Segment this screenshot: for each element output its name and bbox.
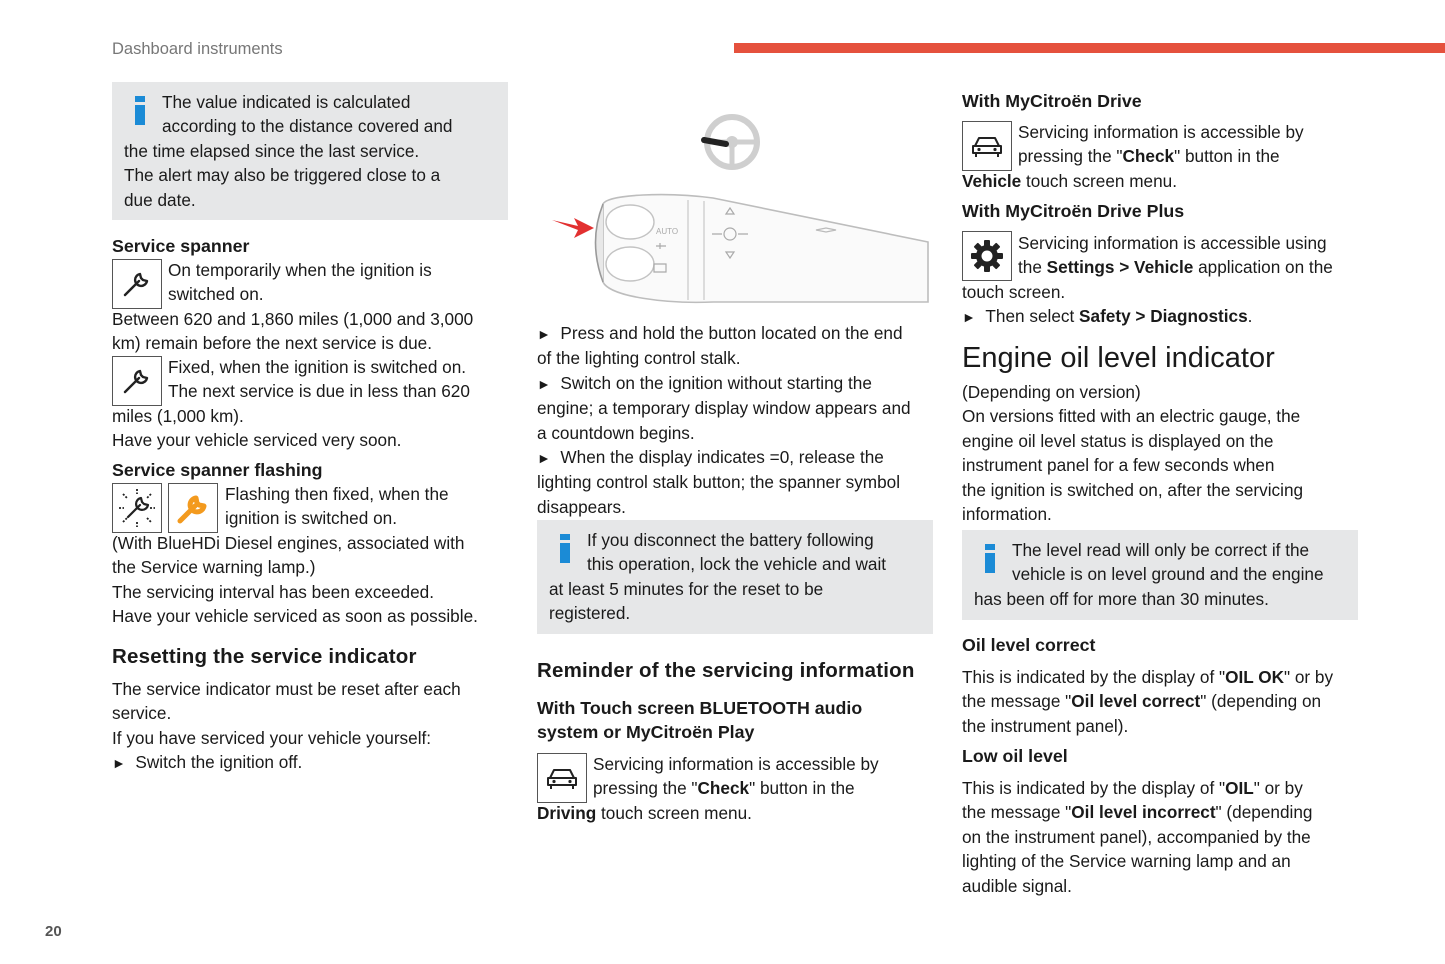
arrow-bullet-icon: ► xyxy=(962,309,976,326)
info-line: vehicle is on level ground and the engine xyxy=(1012,564,1324,585)
info-line: according to the distance covered and xyxy=(162,116,453,137)
heading-low-oil: Low oil level xyxy=(962,746,1068,766)
heading-mycitroen-drive-plus: With MyCitroën Drive Plus xyxy=(962,201,1185,221)
arrow-bullet-icon: ► xyxy=(537,450,551,467)
flashing-spanner-icon xyxy=(112,483,162,533)
text-line: touch screen. xyxy=(962,282,1066,302)
text-line: the ignition is switched on, after the servicing xyxy=(962,479,1304,500)
info-line: this operation, lock the vehicle and wait xyxy=(587,554,887,575)
heading-oil-correct: Oil level correct xyxy=(962,635,1096,655)
text-line: This is indicated by the display of "OIL" or by xyxy=(962,778,1303,798)
text-line: ignition is switched on. xyxy=(225,508,397,529)
text-line: lighting control stalk button; the spanner symbol xyxy=(537,472,901,493)
text-line: the Settings > Vehicle application on the xyxy=(1018,257,1333,278)
text-line: Vehicle touch screen menu. xyxy=(962,171,1177,191)
section-header: Dashboard instruments xyxy=(112,40,283,58)
text-line: lighting of the Service warning lamp and an xyxy=(962,851,1291,872)
text-line: service. xyxy=(112,703,172,724)
text-line: (Depending on version) xyxy=(962,382,1141,402)
info-line: If you disconnect the battery following xyxy=(587,530,874,550)
info-box-calculation xyxy=(112,82,508,220)
car-check-icon xyxy=(537,753,587,803)
info-line: the time elapsed since the last service. xyxy=(124,140,420,161)
arrow-bullet-icon: ► xyxy=(537,375,551,392)
info-box-battery xyxy=(537,520,933,634)
text-line: of the lighting control stalk. xyxy=(537,348,741,369)
info-line: The level read will only be correct if the xyxy=(1012,540,1310,560)
text-line: Driving touch screen menu. xyxy=(537,803,752,823)
step-text: When the display indicates =0, release the xyxy=(560,447,884,468)
info-line: registered. xyxy=(549,603,631,624)
text-line: the Service warning lamp.) xyxy=(112,557,316,578)
text-line: Servicing information is accessible by xyxy=(1018,122,1304,142)
step-item xyxy=(537,445,937,470)
heading-resetting: Resetting the service indicator xyxy=(112,645,417,668)
text-line: Servicing information is accessible using xyxy=(1018,233,1327,253)
text-line: pressing the "Check" button in the xyxy=(1018,146,1280,167)
stalk-auto-label: AUTO xyxy=(656,227,679,236)
heading-mycitroen-drive: With MyCitroën Drive xyxy=(962,91,1142,111)
text-line: On versions fitted with an electric gauge, the xyxy=(962,406,1301,427)
step-item xyxy=(537,321,937,346)
text-line: The service indicator must be reset after each xyxy=(112,679,461,699)
info-line: at least 5 minutes for the reset to be xyxy=(549,578,824,599)
text-line: Have your vehicle serviced very soon. xyxy=(112,430,402,451)
car-check-icon xyxy=(962,121,1012,171)
text-line: miles (1,000 km). xyxy=(112,406,244,426)
step-item xyxy=(112,750,508,775)
text-line: The next service is due in less than 620 xyxy=(168,381,470,402)
text-line: the message "Oil level incorrect" (depending xyxy=(962,802,1313,823)
heading-reminder: Reminder of the servicing information xyxy=(537,659,915,682)
text-line: Flashing then fixed, when the xyxy=(225,484,449,504)
text-line: disappears. xyxy=(537,496,626,517)
orange-spanner-icon xyxy=(168,483,218,533)
info-line: The alert may also be triggered close to a xyxy=(124,165,441,186)
text-line: information. xyxy=(962,504,1052,525)
info-line: The value indicated is calculated xyxy=(162,92,411,112)
heading-spanner-flashing: Service spanner flashing xyxy=(112,460,323,480)
gear-icon xyxy=(962,231,1012,281)
heading-service-spanner: Service spanner xyxy=(112,236,250,256)
text-line: the message "Oil level correct" (depending on xyxy=(962,691,1322,712)
info-line: due date. xyxy=(124,189,196,210)
text-line: instrument panel for a few seconds when xyxy=(962,455,1275,476)
text-line: on the instrument panel), accompanied by the xyxy=(962,826,1311,847)
info-line: has been off for more than 30 minutes. xyxy=(974,588,1269,609)
step-text: Switch the ignition off. xyxy=(135,752,303,773)
text-line: system or MyCitroën Play xyxy=(537,722,755,743)
text-line: km) remain before the next service is due. xyxy=(112,333,433,354)
subheading-touchscreen xyxy=(537,696,862,745)
text-line: pressing the "Check" button in the xyxy=(593,778,855,799)
text-line: If you have serviced your vehicle yourself: xyxy=(112,727,432,748)
text-line: Have your vehicle serviced as soon as possible. xyxy=(112,606,478,627)
step-text: Switch on the ignition without starting the xyxy=(560,372,872,393)
arrow-bullet-icon: ► xyxy=(112,755,126,772)
text-line: With Touch screen BLUETOOTH audio xyxy=(537,698,863,718)
arrow-bullet-icon: ► xyxy=(537,326,551,342)
text-line: a countdown begins. xyxy=(537,422,695,443)
spanner-icon xyxy=(112,259,162,309)
text-line: On temporarily when the ignition is xyxy=(168,260,432,280)
spanner-icon xyxy=(112,356,162,406)
text-line: This is indicated by the display of "OIL OK" or by xyxy=(962,667,1334,687)
header-accent-bar xyxy=(734,43,1445,53)
text-line: (With BlueHDi Diesel engines, associated with xyxy=(112,533,465,553)
text-line: audible signal. xyxy=(962,875,1072,896)
red-arrow-icon xyxy=(552,218,594,238)
text-line: Fixed, when the ignition is switched on. xyxy=(168,357,467,377)
page-number: 20 xyxy=(45,923,62,940)
step-item xyxy=(537,371,937,396)
heading-engine-oil: Engine oil level indicator xyxy=(962,342,1275,374)
info-box-level-ground xyxy=(962,530,1358,620)
step-text: Press and hold the button located on the end xyxy=(560,323,903,343)
text-line: The servicing interval has been exceeded. xyxy=(112,581,434,602)
text-line: Servicing information is accessible by xyxy=(593,754,879,774)
text-line: switched on. xyxy=(168,284,264,305)
steering-wheel-icon xyxy=(704,117,757,167)
text-line: engine oil level status is displayed on the xyxy=(962,430,1274,451)
text-line: engine; a temporary display window appears and xyxy=(537,398,911,419)
text-line: Between 620 and 1,860 miles (1,000 and 3,000 xyxy=(112,309,474,329)
lighting-stalk-illustration xyxy=(548,112,933,312)
step-item: ► Then select Safety > Diagnostics. xyxy=(962,306,1253,327)
text-line: the instrument panel). xyxy=(962,715,1129,736)
